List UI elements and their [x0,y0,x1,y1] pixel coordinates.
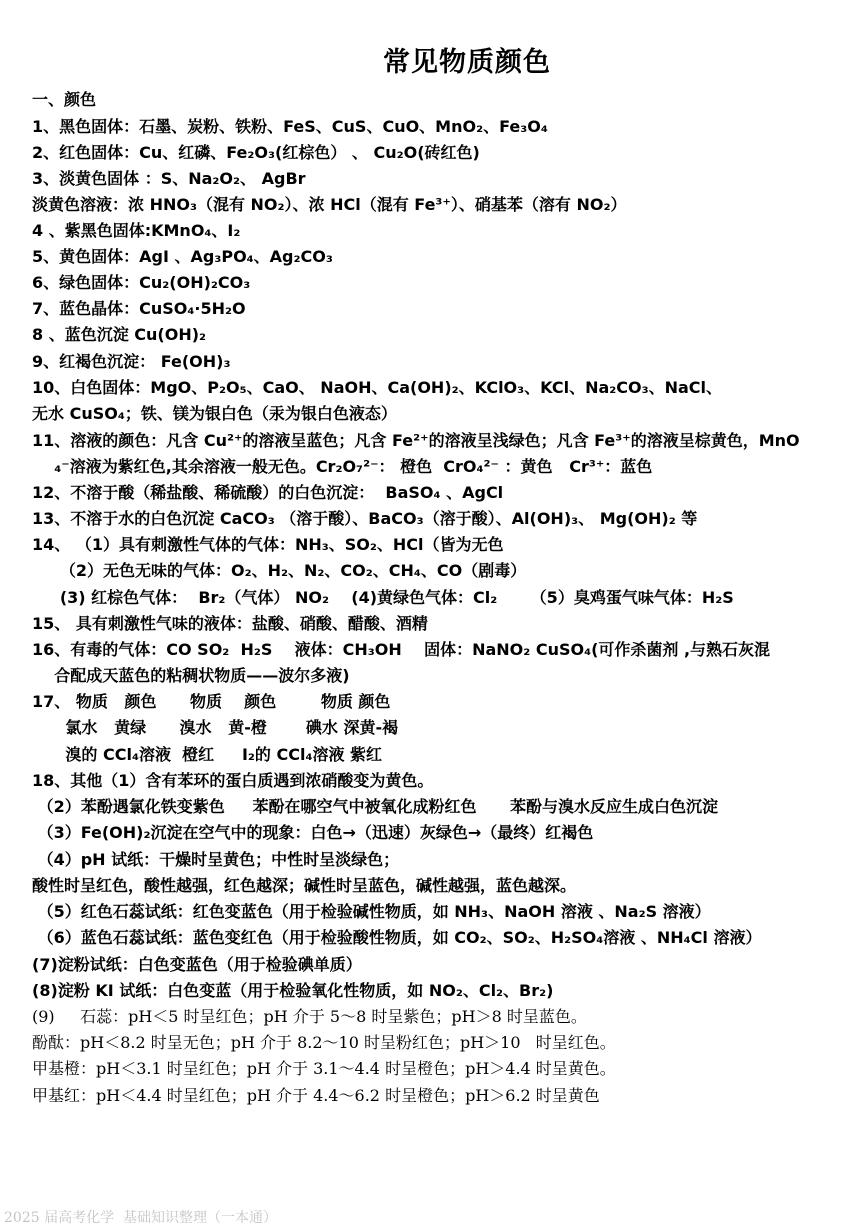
text-line: 淡黄色溶液：浓 HNO₃（混有 NO₂）、浓 HCl（混有 Fe³⁺）、硝基苯（溶有 NO₂） [32,195,627,214]
text-line: 酚酞：pH＜8.2 时呈无色；pH 介于 8.2～10 时呈粉红色；pH＞10 时呈红色。 [32,1033,616,1052]
text-line: 5、黄色固体：AgI 、Ag₃PO₄、Ag₂CO₃ [32,247,333,266]
text-line: 溴的 CCl₄溶液 橙红 I₂的 CCl₄溶液 紫红 [32,745,383,764]
text-line: 4 、紫黑色固体:KMnO₄、I₂ [32,221,241,240]
text-line: 甲基红：pH＜4.4 时呈红色；pH 介于 4.4～6.2 时呈橙色；pH＞6.2 时呈黄色 [32,1086,600,1105]
text-line: 7、蓝色晶体：CuSO₄·5H₂O [32,299,246,318]
text-line: 17、 物质 颜色 物质 颜色 物质 颜色 [32,692,391,711]
text-line: 16、有毒的气体：CO SO₂ H₂S 液体：CH₃OH 固体：NaNO₂ CuSO₄(可作杀菌剂 ,与熟石灰混 [32,640,771,659]
text-line: 15、 具有刺激性气味的液体：盐酸、硝酸、醋酸、酒精 [32,614,428,633]
text-line: (3) 红棕色气体： Br₂（气体） NO₂ (4)黄绿色气体：Cl₂ （5）臭鸡蛋气味气体：H₂S [32,588,734,607]
text-line: 13、不溶于水的白色沉淀 CaCO₃ （溶于酸）、BaCO₃（溶于酸）、Al(OH)₃、 Mg(OH)₂ 等 [32,509,698,528]
text-line: 1、黑色固体：石墨、炭粉、铁粉、FeS、CuS、CuO、MnO₂、Fe₃O₄ [32,117,548,136]
text-line: （2）无色无味的气体：O₂、H₂、N₂、CO₂、CH₄、CO（剧毒） [32,561,527,580]
section-heading: 一、颜色 [32,90,97,109]
text-line: 18、其他（1）含有苯环的蛋白质遇到浓硝酸变为黄色。 [32,771,434,790]
text-line: 12、不溶于酸（稀盐酸、稀硫酸）的白色沉淀： BaSO₄ 、AgCl [32,483,504,502]
text-line: 9、红褐色沉淀： Fe(OH)₃ [32,352,231,371]
footer-watermark: 2025 届高考化学 基础知识整理（一本通） [4,1210,277,1226]
text-line: 10、白色固体：MgO、P₂O₅、CaO、 NaOH、Ca(OH)₂、KClO₃、KCl、Na₂CO₃、NaCl、 [32,378,723,397]
text-line: 酸性时呈红色，酸性越强，红色越深；碱性时呈蓝色，碱性越强，蓝色越深。 [32,876,577,895]
text-line: 8 、蓝色沉淀 Cu(OH)₂ [32,325,207,344]
text-line: 3、淡黄色固体 ：S、Na₂O₂、 AgBr [32,169,306,188]
text-line: （2）苯酚遇氯化铁变紫色 苯酚在哪空气中被氧化成粉红色 苯酚与溴水反应生成白色沉淀 [32,797,718,816]
page-title: 常见物质颜色 [383,47,551,78]
text-line: (8)淀粉 KI 试纸：白色变蓝（用于检验氧化性物质，如 NO₂、Cl₂、Br₂) [32,981,554,1000]
text-line: 甲基橙：pH＜3.1 时呈红色；pH 介于 3.1～4.4 时呈橙色；pH＞4.4 时呈黄色。 [32,1059,616,1078]
text-line: （4）pH 试纸：干燥时呈黄色；中性时呈淡绿色； [32,850,400,869]
text-line: 6、绿色固体：Cu₂(OH)₂CO₃ [32,273,251,292]
text-line: 无水 CuSO₄；铁、镁为银白色（汞为银白色液态） [32,404,397,423]
text-line: （5）红色石蕊试纸：红色变蓝色（用于检验碱性物质，如 NH₃、NaOH 溶液 、Na₂S 溶液） [32,902,711,921]
text-line: （6）蓝色石蕊试纸：蓝色变红色（用于检验酸性物质，如 CO₂、SO₂、H₂SO₄溶液 、NH₄Cl 溶液） [32,928,762,947]
text-line: (9) 石蕊：pH＜5 时呈红色；pH 介于 5～8 时呈紫色；pH＞8 时呈蓝色。 [32,1007,587,1026]
text-line: （3）Fe(OH)₂沉淀在空气中的现象：白色→（迅速）灰绿色→（最终）红褐色 [32,823,594,842]
text-line: 14、 （1）具有刺激性气体的气体：NH₃、SO₂、HCl（皆为无色 [32,535,504,554]
text-line: 合配成天蓝色的粘稠状物质——波尔多液) [32,666,350,685]
text-line: 2、红色固体：Cu、红磷、Fe₂O₃(红棕色） 、 Cu₂O(砖红色) [32,143,480,162]
text-line: 11、溶液的颜色：凡含 Cu²⁺的溶液呈蓝色；凡含 Fe²⁺的溶液呈浅绿色；凡含 Fe³⁺的溶液呈棕黄色，MnO [32,431,800,450]
text-line: ₄⁻溶液为紫红色,其余溶液一般无色。Cr₂O₇²⁻： 橙色 CrO₄²⁻ ：黄色 Cr³⁺：蓝色 [32,457,653,476]
text-line: (7)淀粉试纸：白色变蓝色（用于检验碘单质） [32,955,362,974]
text-line: 氯水 黄绿 溴水 黄-橙 碘水 深黄-褐 [32,718,399,737]
